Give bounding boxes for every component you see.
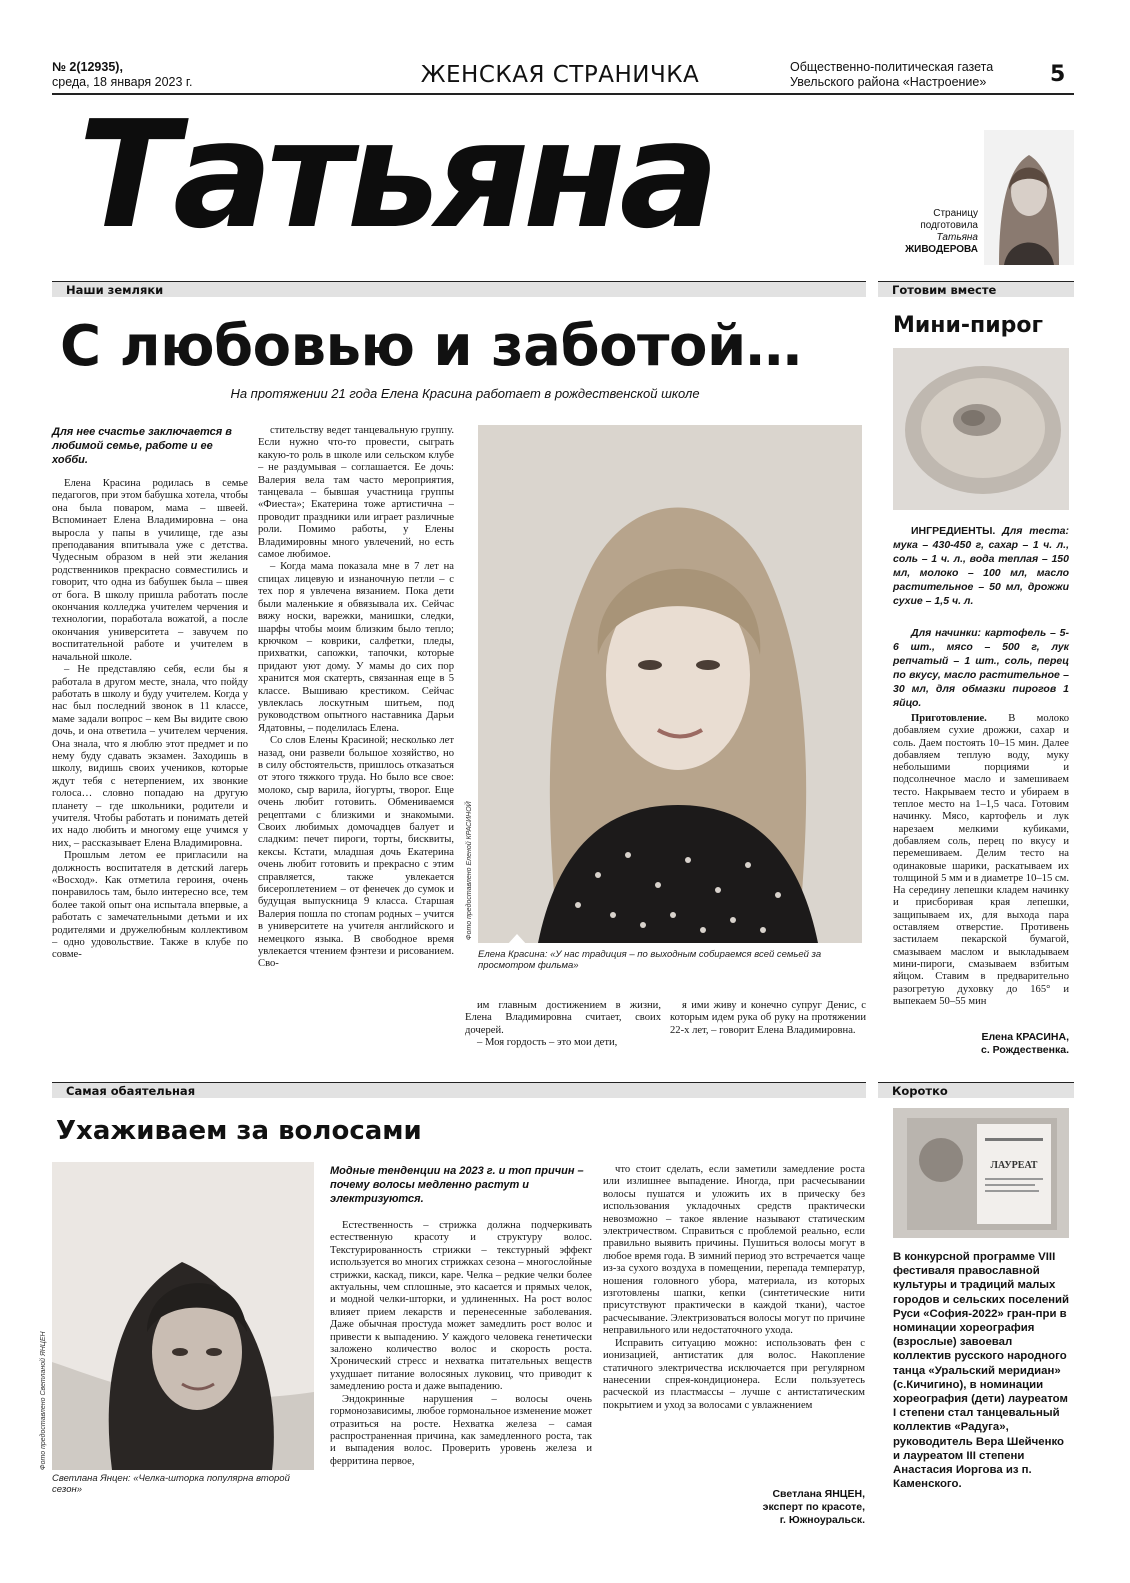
brief-text: В конкурсной программе VIII фестиваля православной культуры и традиций малых городов и сельских поселений Руси «София-2022» гран-при в номинации хореография (взрослые) завоевал коллектив русского народного танца «Уральский меридиан» (с.Кичигино), в номинации хореография (дети) лауреатом I степени стал танцевальный коллектив «Радуга», руководитель Вера Шейченко и лауреатом III степени Анастасия Иоргова из п. Каменского. bbox=[893, 1251, 1069, 1491]
page-number: 5 bbox=[1050, 62, 1066, 87]
hair-col1-text-para: Эндокринные нарушения – волосы очень гормонозависимы, любое гормональное изменение может отразиться на росте. Нехватка железа – самая распространенная причина, как замедленного роста, так и выпадения волос. Проверить уровень железа и ферритина первое, bbox=[330, 1393, 592, 1467]
svetlana-photo-credit: Фото предоставлено Светланой ЯНЦЕН bbox=[40, 1331, 47, 1470]
ingredients-label: ИНГРЕДИЕНТЫ. bbox=[911, 525, 996, 537]
main-col4-text: я ими живу и конечно супруг Денис, с которым идем рука об руку на протяжении 22-х лет, – говорит Елена Владимировна. bbox=[670, 1000, 866, 1036]
svetlana-photo bbox=[52, 1162, 314, 1470]
recipe-author-place: с. Рождественка. bbox=[981, 1044, 1069, 1056]
hair-col2-text: что стоит сделать, если заметили замедление роста или излишнее выпадение. Иногда, при расчесывании волосы пушатся и уложить их в прическу без использования укладочных средств практически невозможно – такое явление называют статическим электричеством. Справиться с проблемой реально, если правильно выявить причины. Пушиться волосы могут в любое время года. В зимний период это встречается чаще из-за сухого воздуха в помещении, перепада температур, ношения головного убора, материала, из которых изготовлены шапки, кепки (синтетические нити присутствуют практически в каждой ткани), частое расчесывание. Электризоваться волосы могут по причине неправильного или недостаточного ухода. bbox=[603, 1164, 865, 1337]
pie-photo bbox=[893, 348, 1069, 510]
elena-photo-caption: Елена Красина: «У нас традиция – по выходным собираемся всей семьей за просмотром фильма» bbox=[478, 949, 822, 971]
section-bar-beauty: Самая обаятельная bbox=[52, 1082, 866, 1098]
recipe-ingredients bbox=[893, 524, 1069, 608]
main-lead: Для нее счастье заключается в любимой семье, работе и ее хобби. bbox=[52, 426, 232, 466]
method-text: В молоко добавляем сухие дрожжи, сахар и соль. Даем постоять 10–15 мин. Далее добавляем теплую воду, муку небольшими порциями и подсолнечное масло и замешиваем тесто. Накрываем тесто и убираем в теплое место на 1–1,5 часа. Готовим начинку. Мясо, картофель и лук нарезаем мелкими кубиками, добавляем соль, перец по вкусу и перемешиваем. Делим тесто на одинаковые шарики, раскатываем их толщиной 5 мм и в диаметре 10–15 см. На середину лепешки кладем начинку и присборивая края лепешки, защипываем их, для выхода пара оставляем отверстие. Противень застилаем пекарской бумагой, смазываем маслом и выкладываем мини-пироги, смазываем взбитым яйцом. Ставим в предварительно разогретую духовку до 165° и выпекаем 50–55 мин bbox=[893, 713, 1069, 1007]
hair-author-name: Светлана ЯНЦЕН, bbox=[772, 1488, 865, 1500]
main-col2 bbox=[258, 425, 454, 1065]
hair-col2 bbox=[603, 1164, 865, 1460]
recipe-author-name: Елена КРАСИНА, bbox=[981, 1031, 1069, 1043]
elena-photo-credit: Фото предоставлено Еленой КРАСИНОЙ bbox=[466, 801, 473, 940]
section-bar-brief: Коротко bbox=[878, 1082, 1074, 1098]
hair-author-place: г. Южноуральск. bbox=[779, 1514, 865, 1526]
elena-photo bbox=[478, 425, 862, 943]
hair-author-role: эксперт по красоте, bbox=[762, 1501, 865, 1513]
paper-name-line2: Увельского района «Настроение» bbox=[790, 75, 987, 89]
main-col1-text-para: – Не представляю себя, если бы я работала в другом месте, знала, что пойду работать в школу и буду учителем. Когда у нас был последний звонок в 11 классе, маме задали вопрос – кем Вы видите свою дочь, и она ответила – учителем черчения. Она знала, что я люблю этот предмет и по нему буду сдавать экзамен. Заходишь в школу, видишь своих учеников, которые ждут тебя с нетерпением, их звонкие голоса… словно попадаю на другую планету – где школьники, родители и учителя. Чтобы работать и понимать детей их надо любить и многому еще учимся у них, – рассказывает Елена Владимировна. bbox=[52, 664, 248, 849]
section-bar-cooking: Готовим вместе bbox=[878, 281, 1074, 297]
section-bar-local: Наши земляки bbox=[52, 281, 866, 297]
main-col1-text-para: Прошлым летом ее пригласили на должность воспитателя в детский лагерь «Восход». Как отметила героиня, очень понравилось там, было интересно все, тем более такой опыт она испытала впервые, а работать с замечательными детьми и их родителями и дружелюбным коллективом – одно удовольствие. Также в клубе по совме- bbox=[52, 850, 248, 961]
recipe-filling: Для начинки: картофель – 5-6 шт., мясо – 500 г, лук репчатый – 1 шт., соль, перец по вкусу, масло растительное – 30 мл, для обмазки пирогов 1 яйцо. bbox=[893, 627, 1069, 709]
editor-credit-surname: ЖИВОДЕРОВА bbox=[905, 244, 978, 255]
recipe-method bbox=[893, 713, 1069, 1029]
main-col3-text: им главным достижением в жизни, Елена Владимировна считает, своих дочерей. bbox=[465, 1000, 661, 1036]
hair-col1-text: Естественность – стрижка должна подчеркивать естественную красоту и структуру волос. Текстурированность стрижки – текстурный эффект используется во многих стрижках сезона – многослойные стрижки, каскад, пикси, каре. Челка – редкие челки более актуальны, чем сплошные, это касается и прямых челок, и модной челки-шторки, и удлиненных. На рост волос влияет прием лекарств и перенесенные заболевания. Даже обычная простуда может замедлить рост волос и привести к выпадению. У каждого человека генетически заложено количество волос и скорость роста. Хронический стресс и нехватка питательных веществ ухудшает питание волосяных луковиц, что приводит к замедлению роста и даже выпадению. bbox=[330, 1220, 592, 1393]
editor-credit bbox=[890, 208, 978, 256]
main-col2-text: стительству ведет танцевальную группу. Если нужно что-то провести, сыграть какую-то роль в школе или сельском клубе – не раздумывая – соглашается. Ее дочь: Валерия вела там часто мероприятия, танцевала – бывшая участница группы «Фиеста»; Екатерина тоже артистична – проводит праздники или играет различные роли. Помимо работы, у Елены Владимировны много увлечений, но есть самое любимое. bbox=[258, 425, 454, 561]
editor-credit-line1: Страницу bbox=[933, 208, 978, 219]
main-col3 bbox=[465, 1000, 661, 1066]
hair-author bbox=[603, 1488, 865, 1527]
method-label: Приготовление. bbox=[911, 713, 987, 724]
laureate-poster bbox=[893, 1108, 1069, 1238]
ingredients-text: Для теста: мука – 430-450 г, сахар – 1 ч. л., соль – 1 ч. л., вода теплая – 150 мл, молоко – 100 мл, масло растительное – 50 мл, дрожжи сухие – 1,5 ч. л. bbox=[893, 525, 1069, 607]
recipe-author bbox=[893, 1031, 1069, 1057]
issue-date: среда, 18 января 2023 г. bbox=[52, 75, 193, 89]
main-col4 bbox=[670, 1000, 866, 1066]
poster-laureate-label: ЛАУРЕАТ bbox=[990, 1160, 1038, 1171]
main-col1 bbox=[52, 478, 248, 1066]
editor-block bbox=[878, 130, 1074, 270]
main-headline: С любовью и заботой… bbox=[60, 314, 802, 379]
hair-col2-text-para: Исправить ситуацию можно: использовать фен с ионизацией, антистатик для волос. Накопление статичного электричества исключается при регулярном нанесении спрея-кондиционера. Если пользуетесь расческой из пластмассы – лучше с антистатическим покрытием и уход за волосами с увлажнением bbox=[603, 1337, 865, 1411]
hair-headline: Ухаживаем за волосами bbox=[56, 1116, 422, 1146]
editor-credit-line2: подготовила bbox=[920, 220, 978, 231]
main-col3-text-para: – Моя гордость – это мои дети, bbox=[477, 1037, 618, 1049]
main-col2-text-para: – Когда мама показала мне в 7 лет на спицах лицевую и изнаночную петли – с тех пор я увлечена вязанием. Пока дети были маленькие я обвязывала их. Сейчас вяжу носки, варежки, манишки, следки, шарфы чтобы моим близким было тепло; крючком – коврики, салфетки, пледы, прихватки, сапожки, тапочки, которые придают уют дому. У мамы до сих пор хранится моя скатерть, связанная еще в 5 классе. Вышиваю крестиком. Сейчас увлеклась лоскутным шитьем, под руководством опытного наставника Дарьи Ядатовны, – поделилась Елена. bbox=[258, 561, 454, 734]
main-subhead: На протяжении 21 года Елена Красина работает в рождественской школе bbox=[230, 386, 700, 401]
issue-info bbox=[52, 60, 192, 90]
svetlana-photo-caption: Светлана Янцен: «Челка-шторка популярна второй сезон» bbox=[52, 1473, 290, 1495]
paper-name bbox=[790, 60, 993, 90]
paper-name-line1: Общественно-политическая газета bbox=[790, 60, 994, 74]
main-col2-text-para: Со слов Елены Красиной; несколько лет назад, они развели большое хозяйство, но в силу обстоятельств, пришлось отказаться от этого тяжкого труда. Но было все свое: молоко, сыр варила, йогурты, творог. Еще очень любит готовить. Обмениваемся рецептами с близкими и знакомыми. Своих любимых домочадцев балует и сладким: печет пироги, торты, бисквиты, кексы. Кстати, младшая дочь Екатерина очень любит готовить и прекрасно с этим справляется, также увлекается бисероплетением – от фенечек до сумок и будущая выпускница 9 класса. Старшая Валерия пошла по стопам родных – учится в университете на учителя английского и немецкого языка. В свободное время увлекается чтением фэнтези и рисованием. Сво- bbox=[258, 735, 454, 970]
recipe-title: Мини-пирог bbox=[893, 313, 1044, 338]
caption-marker-icon bbox=[506, 934, 528, 946]
issue-number: № 2(12935), bbox=[52, 60, 123, 74]
editor-photo bbox=[984, 130, 1074, 265]
hair-lead: Модные тенденции на 2023 г. и топ причин – почему волосы медленно растут и электризуются. bbox=[330, 1165, 584, 1205]
editor-credit-name: Татьяна bbox=[936, 232, 978, 243]
masthead-title: Татьяна bbox=[78, 89, 714, 261]
hair-col1 bbox=[330, 1220, 592, 1533]
section-title: ЖЕНСКАЯ СТРАНИЧКА bbox=[420, 62, 700, 88]
main-col1-text: Елена Красина родилась в семье педагогов, при этом бабушка хотела, чтобы она была поваром, мама – швеей. Вспоминает Елена Владимировна – она выросла у папы в училище, где азы преподавания впитывала уже с детства. Чудесным образом в ней эти желания родственников прекрасно совместились и говорит, что одна из бабушек была – швея от бога. В школу пришла работать после окончания колледжа учителем черчения и технологии, поработала вожатой, а после окончания университета – завучем по воспитательной работе и учителем в начальной школе. bbox=[52, 478, 248, 663]
